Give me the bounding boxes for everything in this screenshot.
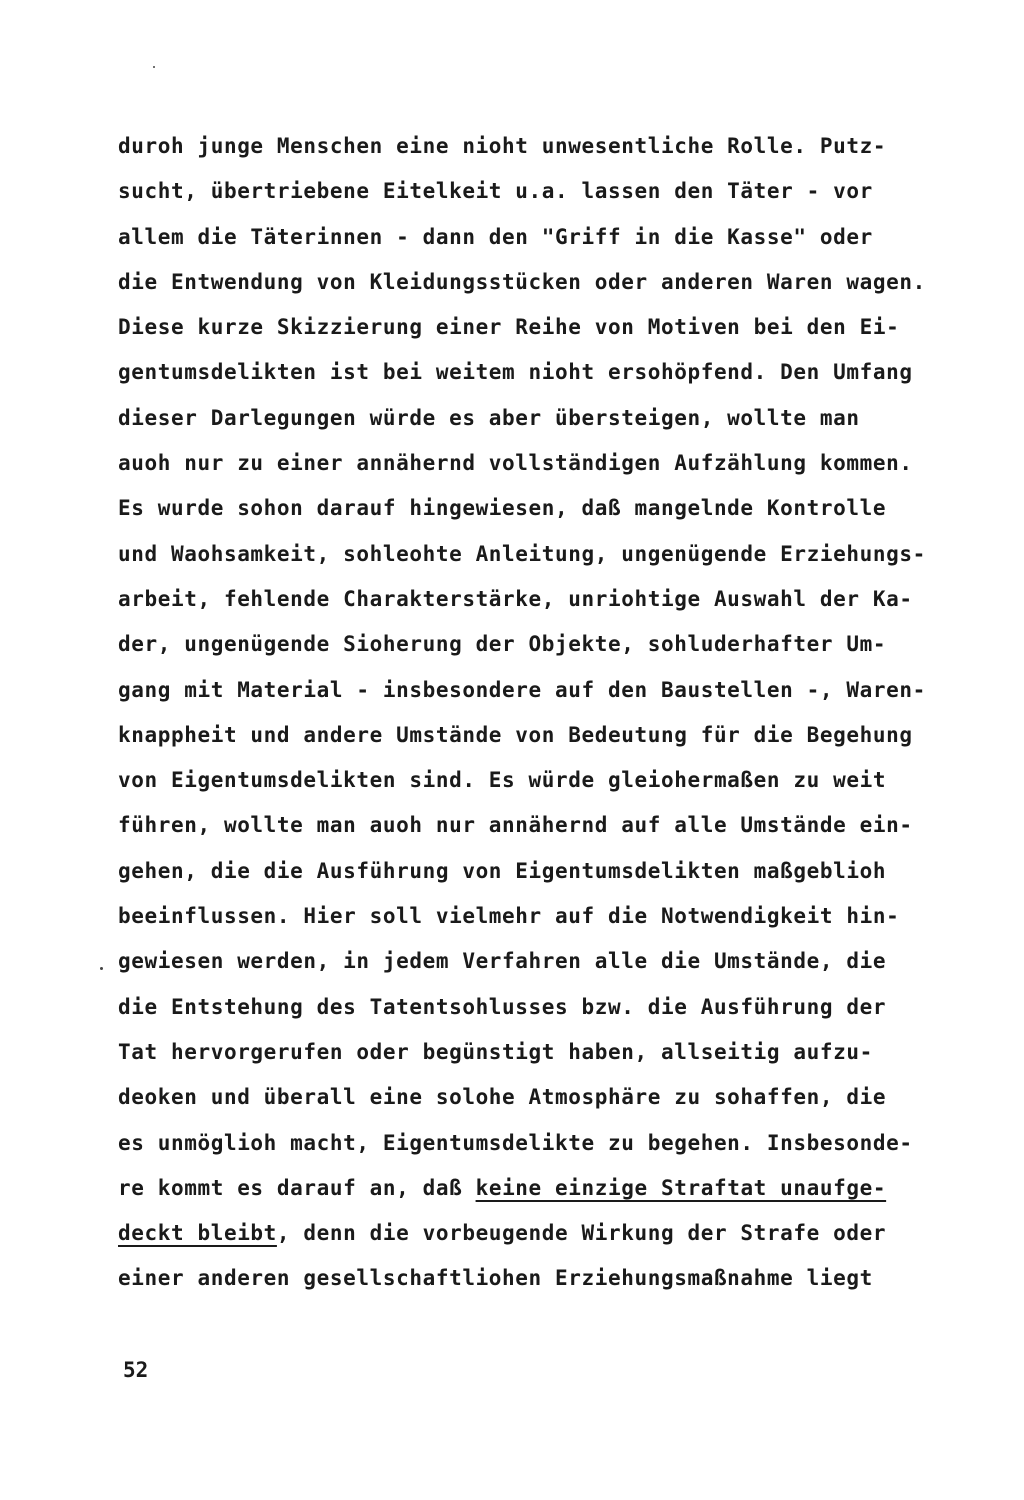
text-line: einer anderen gesellschaftliohen Erziehungsmaßnahme liegt	[118, 1266, 873, 1291]
text-line: arbeit, fehlende Charakterstärke, unriohtige Auswahl der Ka-	[118, 586, 913, 611]
text-line: sucht, übertriebene Eitelkeit u.a. lassen den Täter - vor	[118, 179, 873, 204]
text-line: Tat hervorgerufen oder begünstigt haben, allseitig aufzu-	[118, 1039, 873, 1064]
paper-speck	[100, 967, 103, 970]
text-line: dieser Darlegungen würde es aber übersteigen, wollte man	[118, 405, 860, 430]
text-line	[118, 1166, 978, 1211]
text-segment: re kommt es darauf an, daß	[118, 1175, 476, 1200]
text-line: Diese kurze Skizzierung einer Reihe von Motiven bei den Ei-	[118, 315, 900, 340]
text-line: und Waohsamkeit, sohleohte Anleitung, ungenügende Erziehungs-	[118, 541, 926, 566]
text-line: knappheit und andere Umstände von Bedeutung für die Begehung	[118, 722, 913, 747]
text-line: die Entwendung von Kleidungsstücken oder anderen Waren wagen.	[118, 269, 926, 294]
text-line: gehen, die die Ausführung von Eigentumsdelikten maßgeblioh	[118, 858, 887, 883]
text-line: gang mit Material - insbesondere auf den Baustellen -, Waren-	[118, 677, 926, 702]
text-line: es unmöglioh macht, Eigentumsdelikte zu begehen. Insbesonde-	[118, 1130, 913, 1155]
text-line: der, ungenügende Sioherung der Objekte, sohluderhafter Um-	[118, 632, 887, 657]
text-line: Es wurde sohon darauf hingewiesen, daß mangelnde Kontrolle	[118, 496, 887, 521]
text-line: auoh nur zu einer annähernd vollständigen Aufzählung kommen.	[118, 451, 913, 476]
text-line	[118, 1211, 978, 1256]
text-line: die Entstehung des Tatentsohlusses bzw. die Ausführung der	[118, 994, 887, 1019]
text-line: gewiesen werden, in jedem Verfahren alle die Umstände, die	[118, 949, 887, 974]
text-line: deoken und überall eine solohe Atmosphäre zu sohaffen, die	[118, 1085, 887, 1110]
text-line: von Eigentumsdelikten sind. Es würde gleiohermaßen zu weit	[118, 768, 887, 793]
text-line: führen, wollte man auoh nur annähernd auf alle Umstände ein-	[118, 813, 913, 838]
body-text	[118, 124, 978, 1302]
page-number: 52	[123, 1358, 149, 1382]
underlined-phrase: deckt bleibt	[118, 1221, 277, 1246]
text-line: beeinflussen. Hier soll vielmehr auf die Notwendigkeit hin-	[118, 904, 900, 929]
text-segment: , denn die vorbeugende Wirkung der Strafe oder	[276, 1221, 887, 1246]
paper-speck	[153, 66, 155, 68]
text-line: allem die Täterinnen - dann den "Griff in die Kasse" oder	[118, 224, 873, 249]
underlined-phrase: keine einzige Straftat unaufge-	[475, 1175, 887, 1200]
text-line: duroh junge Menschen eine nioht unwesentliche Rolle. Putz-	[118, 134, 887, 158]
text-line: gentumsdelikten ist bei weitem nioht ersohöpfend. Den Umfang	[118, 360, 913, 385]
